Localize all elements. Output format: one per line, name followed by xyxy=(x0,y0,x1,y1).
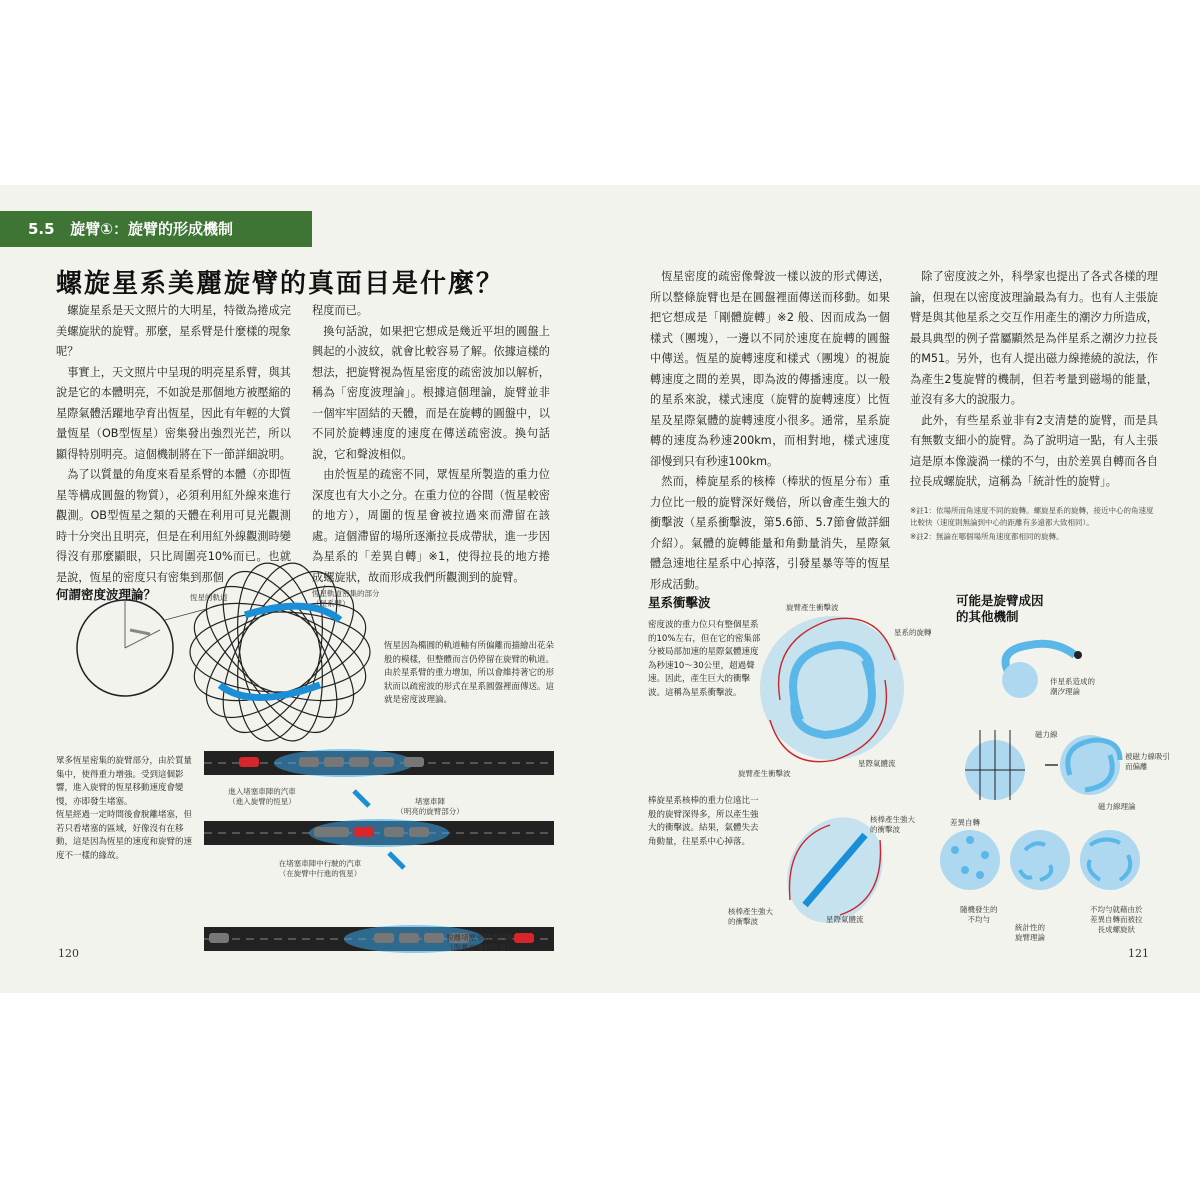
density-wave-description: 恆星因為橢圓的軌道軸有所偏離而描繪出花朵般的模樣，但整體而言仍停留在旋臂的軌道。由於星系臂的重力增加，所以會維持著它的形狀而以疏密波的形式在星系圓盤裡面傳送。這就是密度波理論。 xyxy=(384,641,555,705)
label-arm-shock-bottom: 旋臂產生衝擊波 xyxy=(738,769,791,778)
paragraph: 此外，有些星系並非有2支清楚的旋臂，而是具有無數支細小的旋臂。為了說明這一點，有人主張這是原本像漩渦一樣的不勻，由於差異自轉而各自拉長成螺旋狀，這稱為「統計性的旋臂」。 xyxy=(910,413,1158,488)
label-bar-shock: 核棒產生強大 的衝擊波 xyxy=(870,815,915,834)
arrow-down-icon xyxy=(354,791,369,806)
label-pulled: 被磁力線吸引 而偏離 xyxy=(1125,752,1170,771)
book-spread xyxy=(0,185,1200,993)
road-2 xyxy=(204,819,554,847)
road-1 xyxy=(204,749,554,777)
page-number-right: 121 xyxy=(1128,947,1149,960)
paragraph: 恆星密度的疏密像聲波一樣以波的形式傳送，所以整條旋臂也是在圓盤裡面傳送而移動。如果把它想成是「剛體旋轉」※2 般、因而成為一個樣式（團塊），一邊以不同於速度在旋轉的圓盤中傳送。恆星的旋轉速度和樣式（團塊）的視旋轉速度之間的差異，即為波的傳播速度。以一般的星系來說，樣式速度（旋臂的旋轉速度）比恆星及星際氣體的旋轉速度小很多。通常，星系旋轉的速度為秒速200km，而相對地，樣式速度卻慢到只有秒速100km。 xyxy=(650,270,890,468)
paragraph: 換句話說，如果把它想成是幾近平坦的圓盤上興起的小波紋，就會比較容易了解。依據這樣的想法，把旋臂視為恆星密度的疏密波加以解析，稱為「密度波理論」。根據這個理論，旋臂並非一個牢牢固結的天體，而是在旋轉的圓盤中，以不同於旋轉速度的速度在傳送疏密波。換句話說，它和聲波相似。 xyxy=(312,324,550,461)
shock-spiral-diagram xyxy=(770,610,900,770)
arrow-down-icon xyxy=(389,853,404,868)
label-stretched: 不均勻就藉由於 差異自轉而被拉 長成螺旋狀 xyxy=(1090,905,1143,934)
paragraph: 然而，棒旋星系的核棒（棒狀的恆星分布）重力位比一般的旋臂深好幾倍，所以會產生強大的衝擊波（星系衝擊波，第5.6節、5.7節會做詳細介紹）。氣體的旋轉能量和角動量消失，星際氣體急速地往星系中心掉落，引發星暴等等的恆星形成活動。 xyxy=(650,475,890,591)
label-magnetic-lines: 磁力線 xyxy=(1035,730,1058,739)
label-jam: 堵塞車陣 （明亮的旋臂部分） xyxy=(396,797,464,816)
companion-galaxy-icon xyxy=(1074,651,1082,659)
label-bar-shock-2: 核棒產生強大 的衝擊波 xyxy=(728,907,773,926)
label-star-orbit: 恆星的軌道 xyxy=(190,593,228,602)
paragraph: 程度而已。 xyxy=(312,304,368,317)
angle-lines xyxy=(125,600,160,648)
label-galaxy-rotation: 星系的旋轉 xyxy=(894,628,932,637)
paragraph: 螺旋星系是天文照片的大明星，特徵為捲成完美螺旋狀的旋臂。那麼，星系臂是什麼樣的現象呢？ xyxy=(56,304,291,358)
label-magnetic-theory: 磁力線理論 xyxy=(1098,802,1136,811)
page-heading: 螺旋星系美麗旋臂的真面目是什麼？ xyxy=(56,269,505,299)
section-header xyxy=(0,211,312,247)
label-differential-rotation: 差異自轉 xyxy=(950,818,980,827)
label-statistical: 統計性的 旋臂理論 xyxy=(1015,923,1045,942)
red-car-icon xyxy=(239,757,259,767)
label-car-middle: 在堵塞車陣中行駛的汽車 （在旋臂中行進的恆星） xyxy=(278,859,362,878)
statistical-diagram xyxy=(940,825,1145,895)
arrow-icon xyxy=(130,630,150,634)
label-dense-part: 恆星軌道密集的部分 （星系臂） xyxy=(312,589,380,608)
paragraph: 為了以質量的角度來看星系臂的本體（亦即恆星等構成圓盤的物質），必須利用紅外線來進行觀測。OB型恆星之類的天體在利用可見光觀測時十分突出且明亮，但是在利用紅外線觀測時變得沒有那麼顯眼，只比周圍亮10%而已。也就是說，恆星的密度只有密集到那個 xyxy=(56,468,291,584)
figure-title-shock: 星系衝擊波 xyxy=(648,595,711,610)
label-gas-flow: 星際氣體流 xyxy=(858,759,896,768)
paragraph: 除了密度波之外，科學家也提出了各式各樣的理論，但現在以密度波理論最為有力。也有人主張旋臂是與其他星系之交互作用產生的潮汐力所造成，最具典型的例子當屬顯然是為伴星系之潮汐力拉長的M51。另外，也有人提出磁力線捲繞的說法，作為產生2隻旋臂的機制，但若考量到磁場的能量，並沒有多大的說服力。 xyxy=(910,270,1158,406)
traffic-text-1: 眾多恆星密集的旋臂部分，由於質量集中，使得重力增強。受到這個影響，進入旋臂的恆星移動速度會變慢，亦即發生堵塞。 xyxy=(56,756,193,807)
footnote-2: ※註2：無論在哪個場所角速度都相同的旋轉。 xyxy=(910,532,1064,541)
shock-description: 密度波的重力位只有整個星系的10%左右，但在它的密集部分被局部加速的星際氣體速度為秒速10〜30公里，超過聲速。因此，產生巨大的衝擊波。這稱為星系衝擊波。 xyxy=(648,620,761,698)
text-column-3 xyxy=(650,267,890,595)
text-column-1 xyxy=(56,301,291,588)
label-random: 隨機發生的 不均勻 xyxy=(960,905,998,924)
label-tidal: 伴星系造成的 潮汐理論 xyxy=(1050,677,1095,696)
bar-description: 棒旋星系核棒的重力位遠比一般的旋臂深得多，所以產生強大的衝擊波。結果，氣體失去角動量，往星系中心掉落。 xyxy=(648,796,759,847)
figure-title-other: 可能是旋臂成因 的其他機制 xyxy=(956,593,1044,624)
label-arm-shock-top: 旋臂產生衝擊波 xyxy=(786,603,839,612)
red-car-icon xyxy=(354,827,374,837)
label-gas-flow-2: 星際氣體流 xyxy=(826,915,864,924)
section-title: 旋臂①：旋臂的形成機制 xyxy=(70,220,233,238)
paragraph: 事實上，天文照片中呈現的明亮星系臂，與其說是它的本體明亮，不如說是那個地方被壓縮的星際氣體活躍地孕育出恆星，因此有年輕的大質量恆星（OB型恆星）密集發出強烈光芒，所以顯得特別明亮。這個機制將在下一節詳細說明。 xyxy=(56,365,291,461)
traffic-diagram xyxy=(204,751,554,951)
label-car-leaving: 脫離堵塞車陣的汽車 （脫離旋臂的恆星） xyxy=(446,933,514,952)
label-car-entering: 進入堵塞車陣的汽車 （進入旋臂的恆星） xyxy=(228,787,296,806)
orbit-diagram xyxy=(70,590,410,720)
section-number: 5.5 xyxy=(28,220,55,238)
text-column-4 xyxy=(910,267,1158,493)
figure-title-density-wave: 何謂密度波理論？ xyxy=(56,587,157,602)
text-column-2 xyxy=(312,301,550,588)
traffic-text-2: 恆星經過一定時間後會脫離堵塞，但若只看堵塞的區域，好像沒有在移動，這是因為恆星的速度和旋臂的速度不一樣的緣故。 xyxy=(56,810,193,861)
paragraph: 由於恆星的疏密不同，眾恆星所製造的重力位深度也有大小之分。在重力位的谷間（恆星較密的地方），周圍的恆星會被拉過來而滯留在該處。這個滯留的場所逐漸拉長成帶狀，進一步因為星系的「差異自轉」※1，使得拉長的地方捲成螺旋狀，故而形成我們所觀測到的旋臂。 xyxy=(312,468,550,584)
footnote-1: ※註1：依場所而角速度不同的旋轉。螺旋星系的旋轉，接近中心的角速度比較快（速度則無論到中心的距離有多遠都大致相同）。 xyxy=(910,506,1154,527)
page-number-left: 120 xyxy=(58,947,79,960)
